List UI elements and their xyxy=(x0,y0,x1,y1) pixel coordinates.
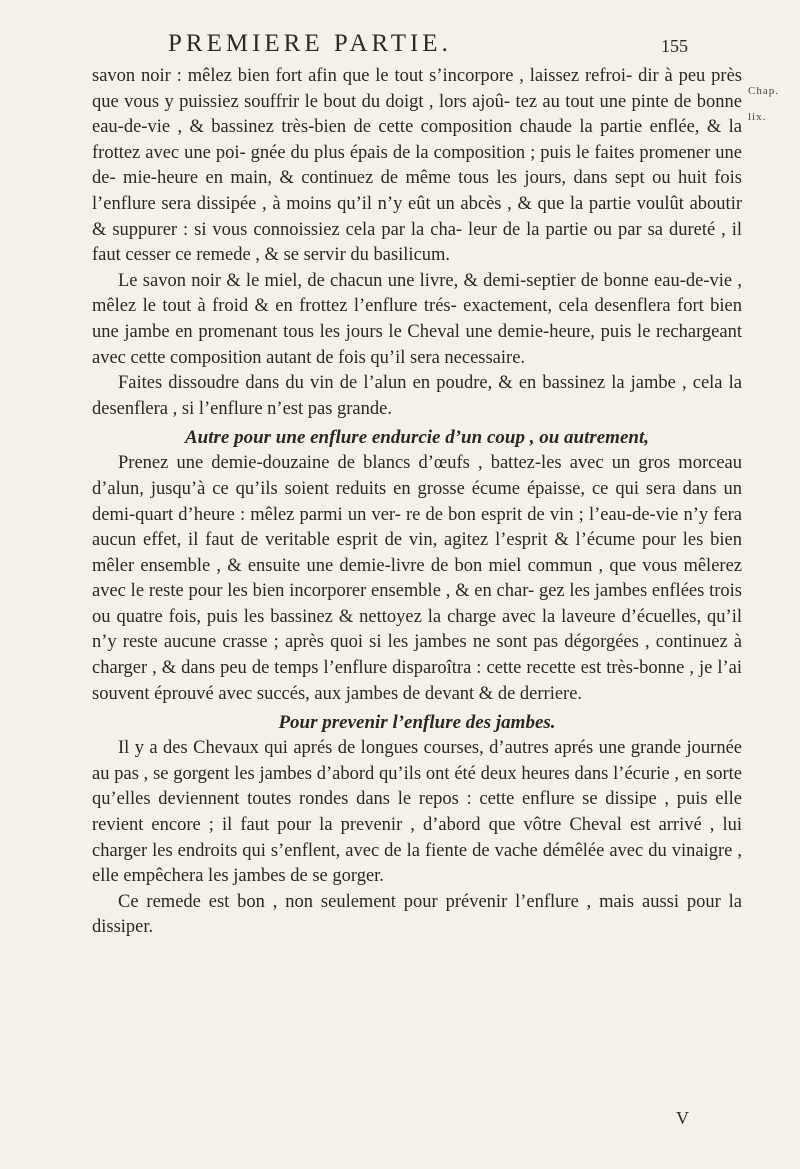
paragraph-continued: savon noir : mêlez bien fort afin que le tout s’incorpore , laissez refroi- dir à peu près que vous y puissiez souffrir le bout du doigt , lors ajoû- tez au tout une pinte de bonne eau-de-vie , & bassinez très-bien de cette composition chaude la partie enflée, & la frottez avec une poi- gnée du plus épais de la composition ; puis le faites promener une de- mie-heure en main, & continuez de même tous les jours, dans sept ou huit fois l’enflure sera dissipée , à moins qu’il n’y eût un abcès , & que la partie voulût aboutir & suppurer : si vous connoissiez cela par la cha- leur de la partie ou par sa dureté , il faut cesser ce remede , & se servir du basilicum. xyxy=(92,66,742,266)
paragraph-blancs-oeufs: Prenez une demie-douzaine de blancs d’œufs , battez-les avec un gros morceau d’alun, jusqu’à ce qu’ils soient reduits en grosse écume épaisse, ce qui sera dans un demi-quart d’heure : mêlez parmi un ver- re de bon esprit de vin ; l’eau-de-vie n’y fera aucun effet, il faut de veritable esprit de vin, agitez l’esprit & l’écume pour les bien mêler ensemble , & ensuite une demie-livre de bon miel commun , que vous mêlerez avec le reste pour les bien incorporer ensemble , & en char- gez les jambes enflées trois ou quatre fois, puis les bassinez & nettoyez la charge avec la laveure d’écuelles, qu’il n’y reste aucune crasse ; après quoi si les jambes ne sont pas dégorgées , continuez à charger , & dans peu de temps l’enflure disparoîtra : cette recette est très-bonne , je l’ai souvent éprouvé avec succés, aux jambes de devant & de derriere. xyxy=(92,453,742,704)
page-number: 155 xyxy=(661,36,688,56)
section-heading-prevenir-enflure: Pour prevenir l’enflure des jambes. xyxy=(278,712,556,734)
margin-note-number: lix. xyxy=(748,111,767,123)
paragraph-alun-vin: Faites dissoudre dans du vin de l’alun en poudre, & en bassinez la jambe , cela la desenflera , si l’enflure n’est pas grande. xyxy=(92,373,742,419)
signature-mark: V xyxy=(676,1108,689,1128)
running-title: PREMIERE PARTIE. xyxy=(168,30,452,57)
running-head xyxy=(168,30,688,62)
paragraph-savon-miel: Le savon noir & le miel, de chacun une livre, & demi-septier de bonne eau-de-vie , mêlez le tout à froid & en frottez l’enflure trés- exactement, cela desenflera fort bien une jambe en promenant tous les jours le Cheval une demie-heure, puis le rechargeant avec cette composition autant de fois qu’il sera necessaire. xyxy=(92,270,742,368)
paragraph-chevaux-courses: Il y a des Chevaux qui aprés de longues courses, d’autres aprés une grande journée au pas , se gorgent les jambes d’abord qu’ils ont été deux heures dans l’écurie , en sorte qu’elles deviennent toutes rondes dans le repos : cette enflure se dissipe , puis elle revient encore ; il faut pour la prevenir , d’abord que vôtre Cheval est arrivé , lui charger les endroits qui s’enflent, avec de la fiente de vache démêlée avec du vinaigre , elle empêchera les jambes de se gorger. xyxy=(92,738,742,887)
margin-note xyxy=(748,78,800,130)
paragraph-remede-bon: Ce remede est bon , non seulement pour prévenir l’enflure , mais aussi pour la dissiper. xyxy=(92,891,742,938)
main-text xyxy=(92,64,742,941)
section-heading-enflure-endurcie: Autre pour une enflure endurcie d’un coup , ou autrement, xyxy=(185,427,649,449)
margin-note-chapter: Chap. xyxy=(748,85,779,97)
